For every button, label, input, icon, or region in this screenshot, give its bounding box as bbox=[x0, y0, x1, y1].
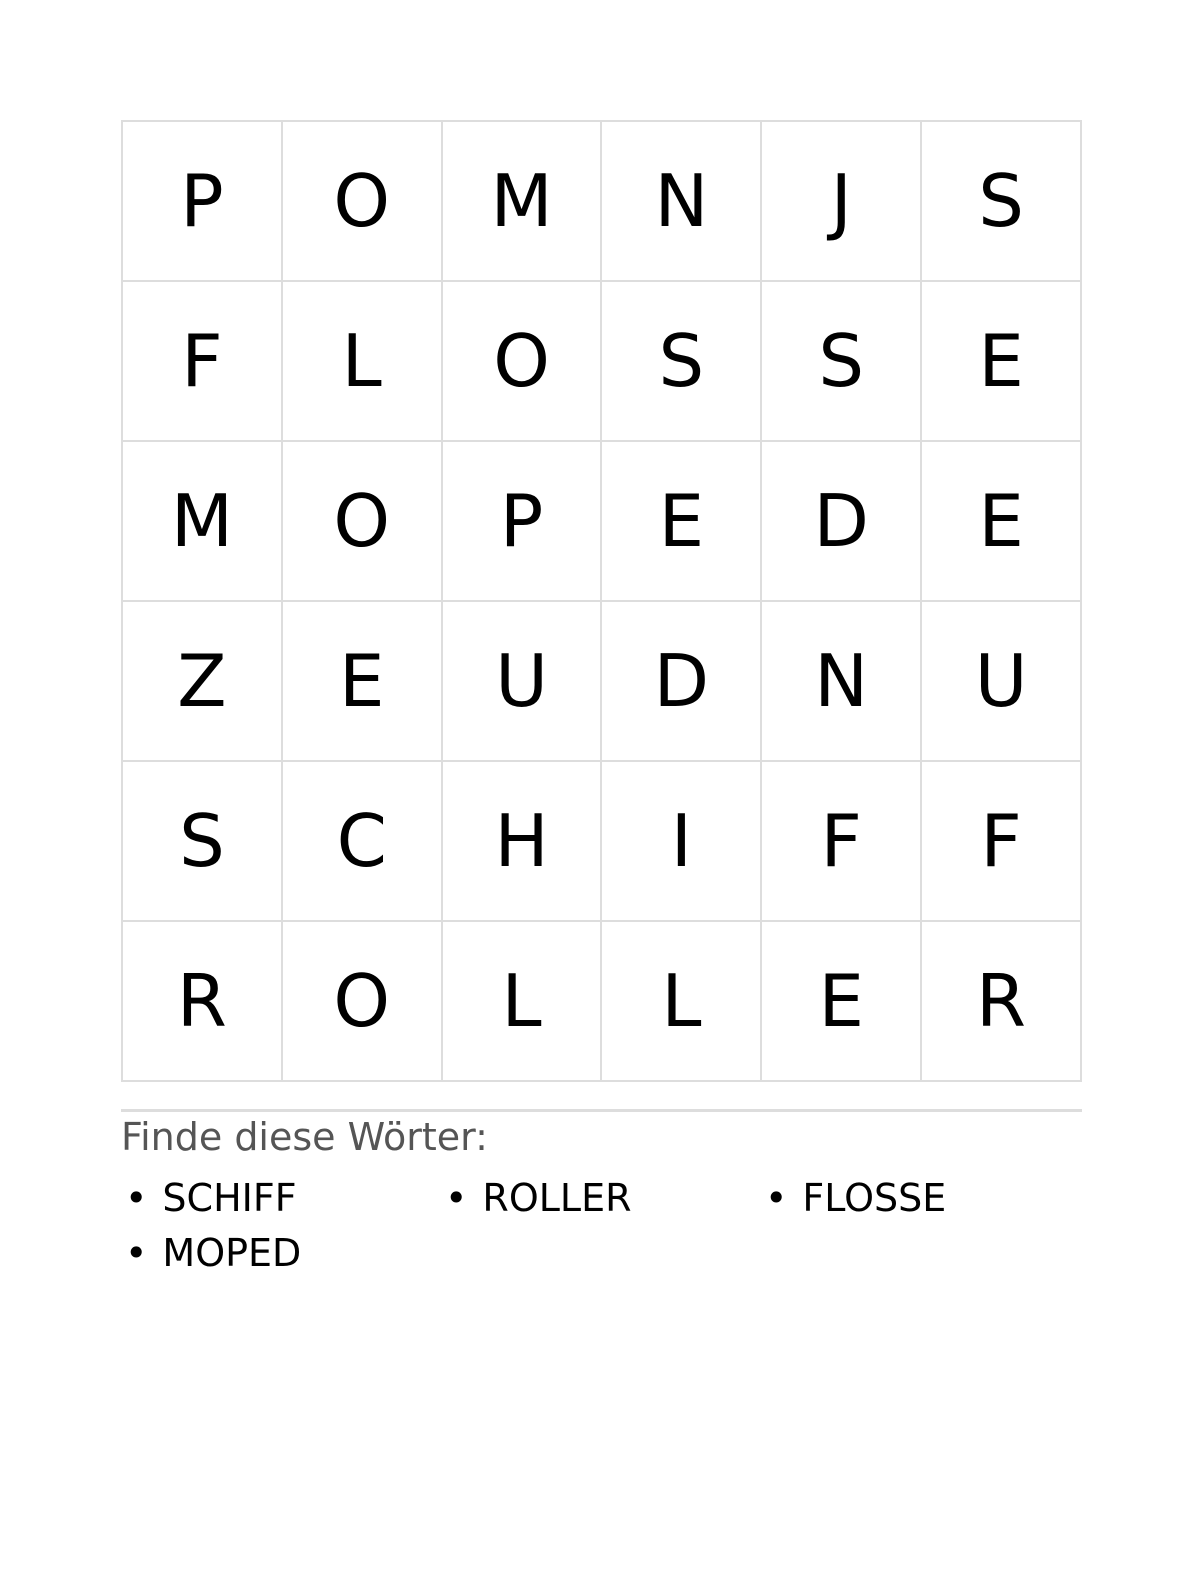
grid-cell[interactable]: L bbox=[282, 281, 442, 441]
grid-cell[interactable]: U bbox=[442, 601, 602, 761]
grid-cell[interactable]: J bbox=[761, 121, 921, 281]
grid-cell[interactable]: D bbox=[601, 601, 761, 761]
grid-cell[interactable]: I bbox=[601, 761, 761, 921]
grid-cell[interactable]: C bbox=[282, 761, 442, 921]
word-list-item bbox=[121, 1226, 441, 1281]
grid-row bbox=[122, 761, 1081, 921]
grid-row bbox=[122, 601, 1081, 761]
grid-cell[interactable]: M bbox=[122, 441, 282, 601]
bullet-icon: • bbox=[765, 1175, 788, 1220]
grid-cell[interactable]: P bbox=[442, 441, 602, 601]
grid-cell[interactable]: E bbox=[921, 441, 1081, 601]
grid-cell[interactable]: N bbox=[601, 121, 761, 281]
grid-cell[interactable]: E bbox=[761, 921, 921, 1081]
word-list-item bbox=[761, 1171, 1081, 1226]
grid-cell[interactable]: H bbox=[442, 761, 602, 921]
wordsearch-grid-body bbox=[122, 121, 1081, 1081]
grid-cell[interactable]: N bbox=[761, 601, 921, 761]
grid-cell[interactable]: L bbox=[442, 921, 602, 1081]
wordsearch-page bbox=[121, 120, 1082, 1281]
grid-cell[interactable]: S bbox=[921, 121, 1081, 281]
word-list bbox=[121, 1171, 1082, 1281]
bullet-icon: • bbox=[445, 1175, 468, 1220]
bullet-icon: • bbox=[125, 1175, 148, 1220]
grid-cell[interactable]: E bbox=[921, 281, 1081, 441]
grid-cell[interactable]: D bbox=[761, 441, 921, 601]
word-list-heading: Finde diese Wörter: bbox=[121, 1115, 488, 1159]
grid-cell[interactable]: E bbox=[601, 441, 761, 601]
grid-row bbox=[122, 281, 1081, 441]
grid-cell[interactable]: R bbox=[921, 921, 1081, 1081]
bullet-icon: • bbox=[125, 1230, 148, 1275]
grid-cell[interactable]: Z bbox=[122, 601, 282, 761]
grid-cell[interactable]: P bbox=[122, 121, 282, 281]
grid-cell[interactable]: S bbox=[601, 281, 761, 441]
word-list-item bbox=[441, 1171, 761, 1226]
grid-cell[interactable]: O bbox=[282, 921, 442, 1081]
grid-cell[interactable]: F bbox=[921, 761, 1081, 921]
word-list-item bbox=[121, 1171, 441, 1226]
grid-cell[interactable]: E bbox=[282, 601, 442, 761]
grid-cell[interactable]: M bbox=[442, 121, 602, 281]
grid-cell[interactable]: F bbox=[761, 761, 921, 921]
section-divider bbox=[121, 1109, 1082, 1112]
grid-cell[interactable]: L bbox=[601, 921, 761, 1081]
word-label: MOPED bbox=[162, 1230, 302, 1275]
grid-cell[interactable]: O bbox=[282, 441, 442, 601]
grid-cell[interactable]: U bbox=[921, 601, 1081, 761]
grid-cell[interactable]: O bbox=[282, 121, 442, 281]
word-label: FLOSSE bbox=[802, 1175, 947, 1220]
grid-cell[interactable]: F bbox=[122, 281, 282, 441]
grid-cell[interactable]: S bbox=[761, 281, 921, 441]
word-label: SCHIFF bbox=[162, 1175, 297, 1220]
grid-row bbox=[122, 441, 1081, 601]
grid-cell[interactable]: R bbox=[122, 921, 282, 1081]
grid-cell[interactable]: S bbox=[122, 761, 282, 921]
wordsearch-grid bbox=[121, 120, 1082, 1082]
grid-row bbox=[122, 121, 1081, 281]
grid-cell[interactable]: O bbox=[442, 281, 602, 441]
word-label: ROLLER bbox=[482, 1175, 632, 1220]
grid-row bbox=[122, 921, 1081, 1081]
